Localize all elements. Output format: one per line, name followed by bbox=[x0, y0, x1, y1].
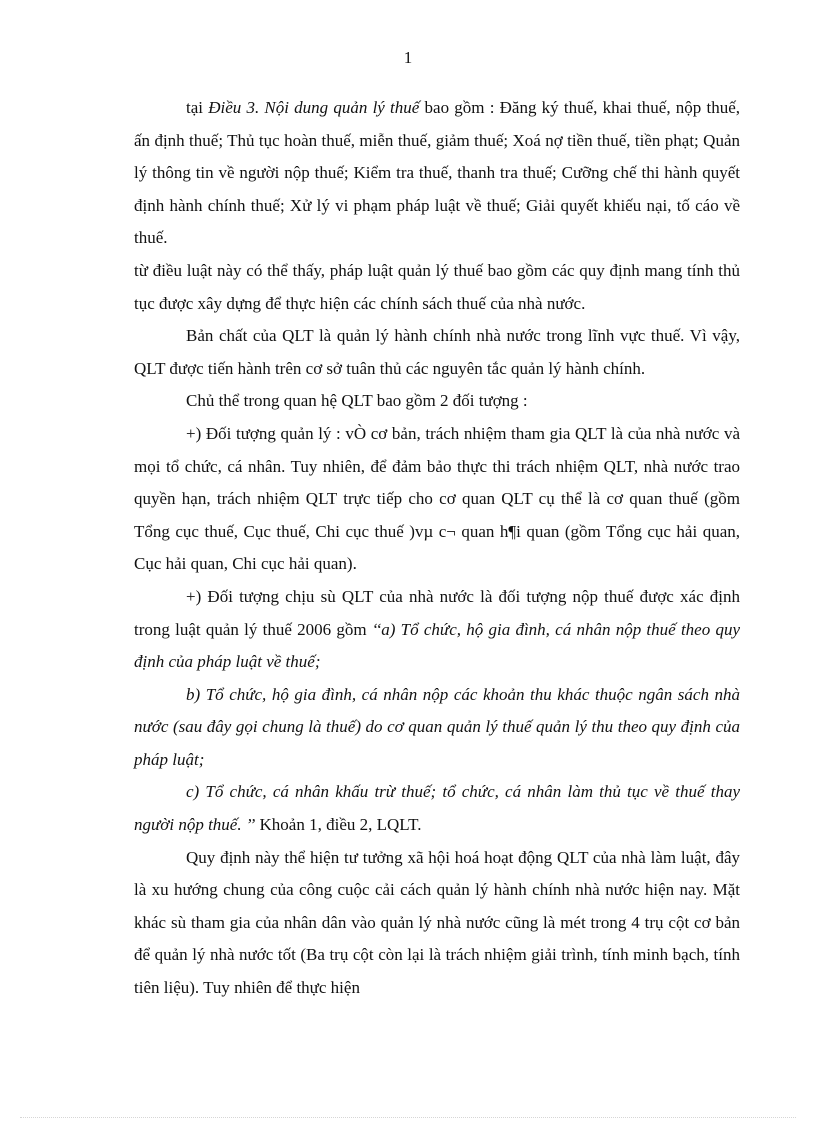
paragraph-managing-subject: +) Đối tượng quản lý : vÒ cơ bản, trách nhiệm tham gia QLT là của nhà nước và mọi tổ chức, cá nhân. Tuy nhiên, để đảm bảo thực thi trách nhiệm QLT, nhà nước trao quyền hạn, trách nhiệm QLT trực tiếp cho cơ quan QLT cụ thể là cơ quan thuế (gồm Tổng cục thuế, Cục thuế, Chi cục thuế )vµ c¬ quan h¶i quan (gồm Tổng cục hải quan, Cục hải quan, Chi cục hải quan). bbox=[134, 423, 740, 574]
paragraph-socialization: Quy định này thể hiện tư tưởng xã hội hoá hoạt động QLT của nhà làm luật, đây là xu hướng chung của công cuộc cải cách quản lý hành chính nhà nước hiện nay. Mặt khác sù tham gia của nhân dân vào quản lý nhà nước cũng là mét trong 4 trụ cột cơ bản để quản lý nhà nước tốt (Ba trụ cột còn lại là trách nhiệm giải trình, tính minh bạch, tính tiên liệu). Tuy nhiên để thực hiện bbox=[134, 847, 740, 998]
paragraph-procedural-law: từ điều luật này có thể thấy, pháp luật quản lý thuế bao gồm các quy định mang tính thủ tục được xây dựng để thực hiện các chính sách thuế của nhà nước. bbox=[134, 260, 740, 313]
paragraph-text: bao gồm : Đăng ký thuế, khai thuế, nộp thuế, ấn định thuế; Thủ tục hoàn thuế, miễn thuế, giảm thuế; Xoá nợ tiền thuế, tiền phạt; Quản lý thông tin về người nộp thuế; Kiểm tra thuế, thanh tra thuế; Cưỡng chế thi hành quyết định hành chính thuế; Xử lý vi phạm pháp luật về thuế; Giải quyết khiếu nại, tố cáo về thuế. bbox=[134, 98, 740, 248]
paragraph-lead: tại bbox=[186, 98, 209, 117]
quote-item-a: ‘‘a) Tổ chức, hộ gia đình, cá nhân nộp thuế theo quy định của pháp luật về thuế; bbox=[134, 619, 740, 672]
document-body bbox=[134, 92, 740, 1005]
paragraph-quote-c bbox=[134, 776, 740, 841]
paragraph-managed-subject bbox=[134, 581, 740, 679]
page-bottom-divider bbox=[20, 1117, 796, 1118]
paragraph-text: +) Đối tượng chịu sù QLT của nhà nước là đối tượng nộp thuế được xác định trong luật quản lý thuế 2006 gồm bbox=[134, 586, 740, 639]
paragraph-subjects: Chủ thể trong quan hệ QLT bao gồm 2 đối tượng : bbox=[186, 391, 528, 411]
legal-citation: Khoản 1, điều 2, LQLT. bbox=[255, 815, 422, 835]
page-number: 1 bbox=[403, 48, 413, 67]
quote-item-b: b) Tổ chức, hộ gia đình, cá nhân nộp các khoản thu khác thuộc ngân sách nhà nước (sau đây gọi chung là thuế) do cơ quan quản lý thuế quản lý thu theo quy định của pháp luật; bbox=[134, 684, 740, 769]
article-title: Điều 3. Nội dung quản lý thuế bbox=[208, 98, 420, 117]
quote-item-c: c) Tổ chức, cá nhân khấu trừ thuế; tổ chức, cá nhân làm thủ tục về thuế thay người nộp thuế. ’’ bbox=[134, 782, 740, 835]
paragraph-nature-of-qlt: Bản chất của QLT là quản lý hành chính nhà nước trong lĩnh vực thuế. Vì vậy, QLT được tiến hành trên cơ sở tuân thủ các nguyên tắc quản lý hành chính. bbox=[134, 326, 740, 378]
paragraph-content-of-tax-management bbox=[134, 92, 740, 255]
